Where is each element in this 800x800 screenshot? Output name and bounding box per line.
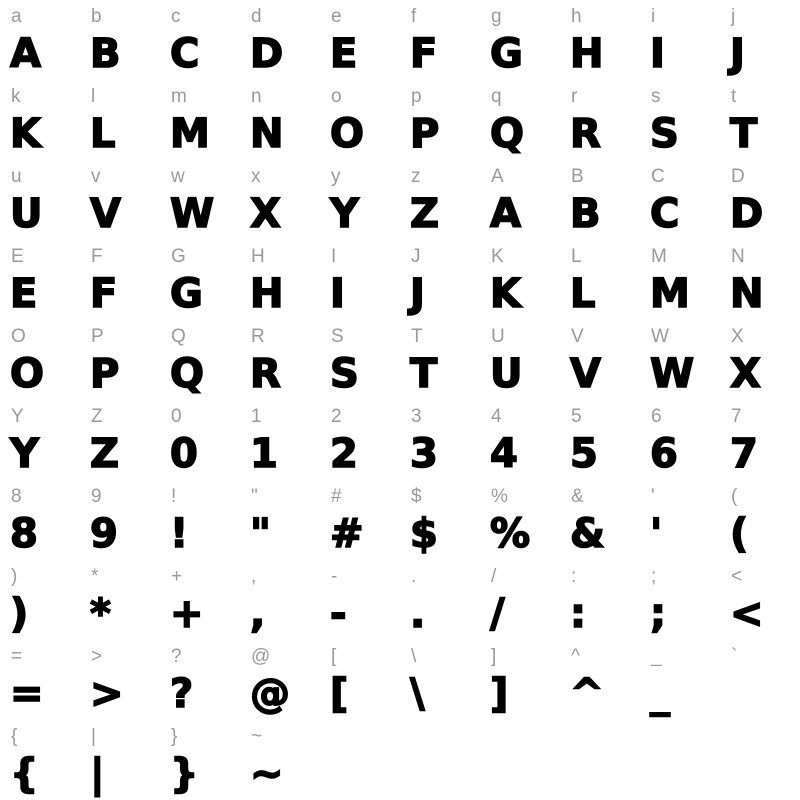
glyph-cell[interactable] <box>720 80 800 160</box>
glyph-cell[interactable] <box>240 160 320 240</box>
glyph-preview: & <box>570 511 605 557</box>
glyph-cell[interactable] <box>80 0 160 80</box>
glyph-cell[interactable] <box>240 0 320 80</box>
glyph-character-label: x <box>251 166 261 187</box>
glyph-cell[interactable] <box>480 160 560 240</box>
glyph-preview: | <box>90 751 105 797</box>
glyph-cell[interactable] <box>160 400 240 480</box>
glyph-cell[interactable] <box>320 560 400 640</box>
glyph-character-label: ; <box>651 566 657 587</box>
glyph-cell[interactable] <box>560 80 640 160</box>
glyph-cell[interactable] <box>0 160 80 240</box>
glyph-cell[interactable] <box>320 0 400 80</box>
glyph-character-label: 0 <box>171 406 182 427</box>
glyph-cell[interactable] <box>160 0 240 80</box>
glyph-preview: ( <box>730 511 749 557</box>
glyph-character-label: N <box>731 246 745 267</box>
glyph-cell[interactable] <box>80 720 160 800</box>
glyph-cell[interactable] <box>320 240 400 320</box>
glyph-cell[interactable] <box>480 640 560 720</box>
glyph-preview: " <box>250 511 271 557</box>
glyph-cell[interactable] <box>720 320 800 400</box>
glyph-cell[interactable] <box>240 80 320 160</box>
glyph-cell[interactable] <box>640 320 720 400</box>
glyph-character-label: U <box>491 326 505 347</box>
glyph-character-label: m <box>171 86 187 107</box>
glyph-character-label: q <box>491 86 502 107</box>
glyph-cell[interactable] <box>160 80 240 160</box>
glyph-character-label: a <box>11 6 22 27</box>
glyph-preview: ) <box>10 591 29 637</box>
glyph-preview: O <box>330 111 365 157</box>
glyph-cell[interactable] <box>160 480 240 560</box>
glyph-preview: G <box>490 31 523 77</box>
glyph-preview: W <box>170 191 215 237</box>
glyph-preview: P <box>90 351 120 397</box>
glyph-preview: R <box>570 111 601 157</box>
glyph-preview: A <box>490 191 521 237</box>
glyph-character-label: ' <box>651 486 655 507</box>
glyph-cell[interactable] <box>240 720 320 800</box>
glyph-cell[interactable] <box>640 160 720 240</box>
glyph-cell[interactable] <box>320 640 400 720</box>
glyph-character-label: i <box>651 6 656 27</box>
glyph-character-label: % <box>491 486 508 507</box>
glyph-preview: { <box>10 751 39 797</box>
glyph-preview: C <box>170 31 200 77</box>
glyph-cell[interactable] <box>240 320 320 400</box>
glyph-preview: T <box>410 351 438 397</box>
glyph-cell[interactable] <box>400 400 480 480</box>
glyph-preview: M <box>650 271 690 317</box>
glyph-cell[interactable] <box>160 240 240 320</box>
glyph-character-label: z <box>411 166 421 187</box>
glyph-character-label: _ <box>651 646 662 667</box>
glyph-character-label: r <box>571 86 578 107</box>
glyph-character-label: F <box>91 246 103 267</box>
glyph-cell[interactable] <box>720 480 800 560</box>
glyph-character-label: @ <box>251 646 271 667</box>
glyph-preview: U <box>10 191 43 237</box>
glyph-cell[interactable] <box>640 480 720 560</box>
glyph-preview: G <box>170 271 203 317</box>
glyph-character-label: V <box>571 326 584 347</box>
glyph-cell[interactable] <box>560 320 640 400</box>
glyph-character-label: ) <box>11 566 18 587</box>
glyph-preview: Y <box>330 191 359 237</box>
glyph-character-label: 5 <box>571 406 582 427</box>
glyph-cell[interactable] <box>400 160 480 240</box>
glyph-cell[interactable] <box>400 560 480 640</box>
glyph-character-label: < <box>731 566 743 587</box>
glyph-preview: ~ <box>250 751 284 797</box>
glyph-preview: % <box>490 511 531 557</box>
glyph-cell[interactable] <box>400 480 480 560</box>
glyph-character-label: K <box>491 246 504 267</box>
glyph-preview: > <box>90 671 124 717</box>
glyph-preview: Z <box>90 431 120 477</box>
glyph-preview: 6 <box>650 431 678 477</box>
glyph-preview: , <box>250 591 266 637</box>
glyph-character-label: Q <box>171 326 186 347</box>
glyph-character-label: j <box>731 6 736 27</box>
glyph-preview: E <box>330 31 358 77</box>
glyph-character-label: : <box>571 566 577 587</box>
glyph-cell[interactable] <box>0 80 80 160</box>
glyph-cell[interactable] <box>400 320 480 400</box>
glyph-cell[interactable] <box>80 320 160 400</box>
glyph-preview: D <box>250 31 284 77</box>
glyph-cell[interactable] <box>560 400 640 480</box>
glyph-cell[interactable] <box>240 400 320 480</box>
glyph-character-label: h <box>571 6 582 27</box>
glyph-character-label: s <box>651 86 661 107</box>
glyph-preview: * <box>90 591 111 637</box>
glyph-preview: Q <box>170 351 205 397</box>
glyph-character-label: u <box>11 166 22 187</box>
glyph-cell[interactable] <box>560 0 640 80</box>
glyph-preview: F <box>410 31 438 77</box>
glyph-cell[interactable] <box>480 480 560 560</box>
glyph-cell[interactable] <box>720 640 800 720</box>
glyph-character-label: D <box>731 166 745 187</box>
glyph-preview: H <box>570 31 604 77</box>
glyph-cell[interactable] <box>640 400 720 480</box>
glyph-cell[interactable] <box>320 320 400 400</box>
glyph-character-label: l <box>91 86 96 107</box>
glyph-character-label: . <box>411 566 417 587</box>
glyph-character-label: 2 <box>331 406 342 427</box>
glyph-character-label: > <box>91 646 103 667</box>
glyph-cell[interactable] <box>0 320 80 400</box>
glyph-preview: S <box>650 111 679 157</box>
glyph-character-label: t <box>731 86 737 107</box>
glyph-preview: V <box>90 191 121 237</box>
glyph-character-label: 6 <box>651 406 662 427</box>
glyph-character-label: O <box>11 326 26 347</box>
glyph-preview: L <box>570 271 596 317</box>
glyph-character-label: & <box>571 486 584 507</box>
glyph-preview: P <box>410 111 440 157</box>
glyph-preview: O <box>10 351 45 397</box>
glyph-cell[interactable] <box>400 240 480 320</box>
glyph-character-label: b <box>91 6 102 27</box>
glyph-character-label: 8 <box>11 486 22 507</box>
glyph-character-label: { <box>11 726 18 747</box>
glyph-character-label: ` <box>731 646 738 667</box>
glyph-character-label: G <box>171 246 186 267</box>
glyph-character-label: \ <box>411 646 417 667</box>
glyph-cell[interactable] <box>320 80 400 160</box>
glyph-cell[interactable] <box>80 480 160 560</box>
glyph-preview: @ <box>250 671 290 717</box>
glyph-preview: 5 <box>570 431 598 477</box>
glyph-character-label: [ <box>331 646 337 667</box>
glyph-character-label: R <box>251 326 265 347</box>
glyph-preview: _ <box>650 671 670 717</box>
glyph-preview: B <box>570 191 601 237</box>
glyph-cell[interactable] <box>560 640 640 720</box>
glyph-cell[interactable] <box>80 560 160 640</box>
glyph-preview: Q <box>490 111 525 157</box>
glyph-cell[interactable] <box>480 240 560 320</box>
glyph-cell[interactable] <box>240 240 320 320</box>
glyph-cell[interactable] <box>720 560 800 640</box>
glyph-cell[interactable] <box>720 160 800 240</box>
glyph-cell[interactable] <box>0 640 80 720</box>
glyph-preview: 3 <box>410 431 438 477</box>
glyph-preview: 1 <box>250 431 278 477</box>
glyph-preview: N <box>250 111 284 157</box>
glyph-cell[interactable] <box>0 400 80 480</box>
glyph-character-label: X <box>731 326 744 347</box>
glyph-preview: B <box>90 31 121 77</box>
glyph-character-label: f <box>411 6 417 27</box>
glyph-cell[interactable] <box>160 320 240 400</box>
glyph-character-label: T <box>411 326 423 347</box>
glyph-preview: ; <box>650 591 666 637</box>
glyph-cell[interactable] <box>480 400 560 480</box>
glyph-cell[interactable] <box>480 80 560 160</box>
glyph-preview: K <box>10 111 41 157</box>
glyph-preview: F <box>90 271 118 317</box>
glyph-preview: 4 <box>490 431 518 477</box>
glyph-preview: = <box>10 671 44 717</box>
glyph-character-label: - <box>331 566 338 587</box>
glyph-preview: V <box>570 351 601 397</box>
glyph-character-label: o <box>331 86 342 107</box>
glyph-character-label: S <box>331 326 344 347</box>
glyph-preview: 0 <box>170 431 198 477</box>
glyph-character-label: 7 <box>731 406 742 427</box>
glyph-character-label: L <box>571 246 582 267</box>
glyph-character-label: A <box>491 166 504 187</box>
glyph-cell[interactable] <box>640 560 720 640</box>
glyph-preview: } <box>170 751 199 797</box>
glyph-cell[interactable] <box>720 400 800 480</box>
glyph-character-label: n <box>251 86 262 107</box>
glyph-character-label: 1 <box>251 406 262 427</box>
glyph-character-label: g <box>491 6 502 27</box>
glyph-character-label: 3 <box>411 406 422 427</box>
glyph-preview: D <box>730 191 764 237</box>
glyph-cell[interactable] <box>240 640 320 720</box>
glyph-preview: W <box>650 351 695 397</box>
glyph-character-label: * <box>91 566 99 587</box>
glyph-character-label: k <box>11 86 21 107</box>
glyph-preview: I <box>650 31 665 77</box>
glyph-cell[interactable] <box>320 480 400 560</box>
glyph-cell[interactable] <box>320 400 400 480</box>
glyph-preview: $ <box>410 511 438 557</box>
glyph-preview: X <box>250 191 281 237</box>
glyph-character-label: W <box>651 326 669 347</box>
glyph-cell[interactable] <box>160 720 240 800</box>
glyph-preview: L <box>90 111 116 157</box>
glyph-cell[interactable] <box>80 640 160 720</box>
glyph-preview: R <box>250 351 281 397</box>
glyph-cell[interactable] <box>80 160 160 240</box>
glyph-character-label: ~ <box>251 726 263 747</box>
glyph-preview: ' <box>650 511 663 557</box>
glyph-preview: M <box>170 111 210 157</box>
glyph-character-label: ! <box>171 486 177 507</box>
glyph-character-label: , <box>251 566 257 587</box>
glyph-cell[interactable] <box>160 160 240 240</box>
glyph-preview: H <box>250 271 284 317</box>
glyph-cell[interactable] <box>0 480 80 560</box>
glyph-character-label: | <box>91 726 96 747</box>
glyph-cell[interactable] <box>640 640 720 720</box>
glyph-character-label: C <box>651 166 665 187</box>
glyph-preview: N <box>730 271 764 317</box>
glyph-character-label: J <box>411 246 421 267</box>
glyph-preview: Z <box>410 191 440 237</box>
glyph-preview: T <box>730 111 758 157</box>
glyph-cell[interactable] <box>480 560 560 640</box>
glyph-character-label: Z <box>91 406 103 427</box>
glyph-character-label: + <box>171 566 183 587</box>
glyph-character-label: # <box>331 486 342 507</box>
glyph-character-label: Y <box>11 406 24 427</box>
glyph-character-label: c <box>171 6 181 27</box>
glyph-preview: - <box>330 591 347 637</box>
glyph-preview: ? <box>170 671 194 717</box>
glyph-preview: < <box>730 591 764 637</box>
glyph-preview: Y <box>10 431 39 477</box>
glyph-preview: A <box>10 31 41 77</box>
glyph-character-label: H <box>251 246 265 267</box>
glyph-cell[interactable] <box>80 240 160 320</box>
glyph-cell[interactable] <box>640 0 720 80</box>
glyph-preview: : <box>570 591 586 637</box>
glyph-preview: # <box>330 511 364 557</box>
glyph-preview: ! <box>170 511 189 557</box>
glyph-cell[interactable] <box>400 0 480 80</box>
glyph-cell[interactable] <box>640 240 720 320</box>
glyph-preview: E <box>10 271 38 317</box>
glyph-cell[interactable] <box>560 160 640 240</box>
glyph-character-label: ( <box>731 486 738 507</box>
glyph-cell[interactable] <box>560 240 640 320</box>
glyph-preview: / <box>490 591 505 637</box>
glyph-preview: J <box>730 31 745 77</box>
glyph-preview: 2 <box>330 431 358 477</box>
glyph-preview: + <box>170 591 204 637</box>
glyph-cell[interactable] <box>400 640 480 720</box>
glyph-character-label: } <box>171 726 178 747</box>
glyph-character-label: y <box>331 166 341 187</box>
glyph-character-label: " <box>251 486 258 507</box>
glyph-cell[interactable] <box>720 0 800 80</box>
glyph-cell[interactable] <box>160 640 240 720</box>
glyph-cell[interactable] <box>240 480 320 560</box>
glyph-cell[interactable] <box>80 80 160 160</box>
glyph-cell[interactable] <box>400 80 480 160</box>
glyph-character-label: 4 <box>491 406 502 427</box>
glyph-cell[interactable] <box>0 0 80 80</box>
glyph-character-label: ? <box>171 646 182 667</box>
glyph-cell[interactable] <box>240 560 320 640</box>
glyph-preview: J <box>410 271 425 317</box>
glyph-character-label: $ <box>411 486 422 507</box>
glyph-character-label: ] <box>491 646 497 667</box>
glyph-cell[interactable] <box>480 0 560 80</box>
glyph-character-label: d <box>251 6 262 27</box>
glyph-cell[interactable] <box>0 720 80 800</box>
glyph-preview: X <box>730 351 761 397</box>
glyph-character-label: B <box>571 166 584 187</box>
glyph-cell[interactable] <box>720 240 800 320</box>
glyph-cell[interactable] <box>160 560 240 640</box>
glyph-character-label: = <box>11 646 23 667</box>
glyph-character-label: e <box>331 6 342 27</box>
glyph-cell[interactable] <box>80 400 160 480</box>
glyph-preview: 8 <box>10 511 38 557</box>
glyph-preview: ] <box>490 671 509 717</box>
glyph-cell[interactable] <box>0 240 80 320</box>
glyph-preview: . <box>410 591 426 637</box>
glyph-preview: I <box>330 271 345 317</box>
glyph-preview: ^ <box>570 671 604 717</box>
glyph-preview: K <box>490 271 521 317</box>
glyph-preview: S <box>330 351 359 397</box>
glyph-character-label: I <box>331 246 337 267</box>
glyph-character-label: p <box>411 86 422 107</box>
glyph-character-label: M <box>651 246 667 267</box>
glyph-character-label: E <box>11 246 24 267</box>
glyph-preview: C <box>650 191 680 237</box>
glyph-preview: U <box>490 351 523 397</box>
glyph-preview: [ <box>330 671 349 717</box>
glyph-preview: \ <box>410 671 425 717</box>
glyph-character-label: P <box>91 326 104 347</box>
glyph-cell[interactable] <box>560 560 640 640</box>
glyph-character-label: v <box>91 166 101 187</box>
glyph-cell[interactable] <box>560 480 640 560</box>
glyph-cell[interactable] <box>320 160 400 240</box>
glyph-cell[interactable] <box>0 560 80 640</box>
glyph-character-label: ^ <box>571 646 580 667</box>
glyph-character-label: 9 <box>91 486 102 507</box>
glyph-cell[interactable] <box>480 320 560 400</box>
glyph-character-label: w <box>171 166 185 187</box>
glyph-preview: 9 <box>90 511 118 557</box>
glyph-cell[interactable] <box>640 80 720 160</box>
glyph-preview: 7 <box>730 431 758 477</box>
glyph-character-label: / <box>491 566 497 587</box>
